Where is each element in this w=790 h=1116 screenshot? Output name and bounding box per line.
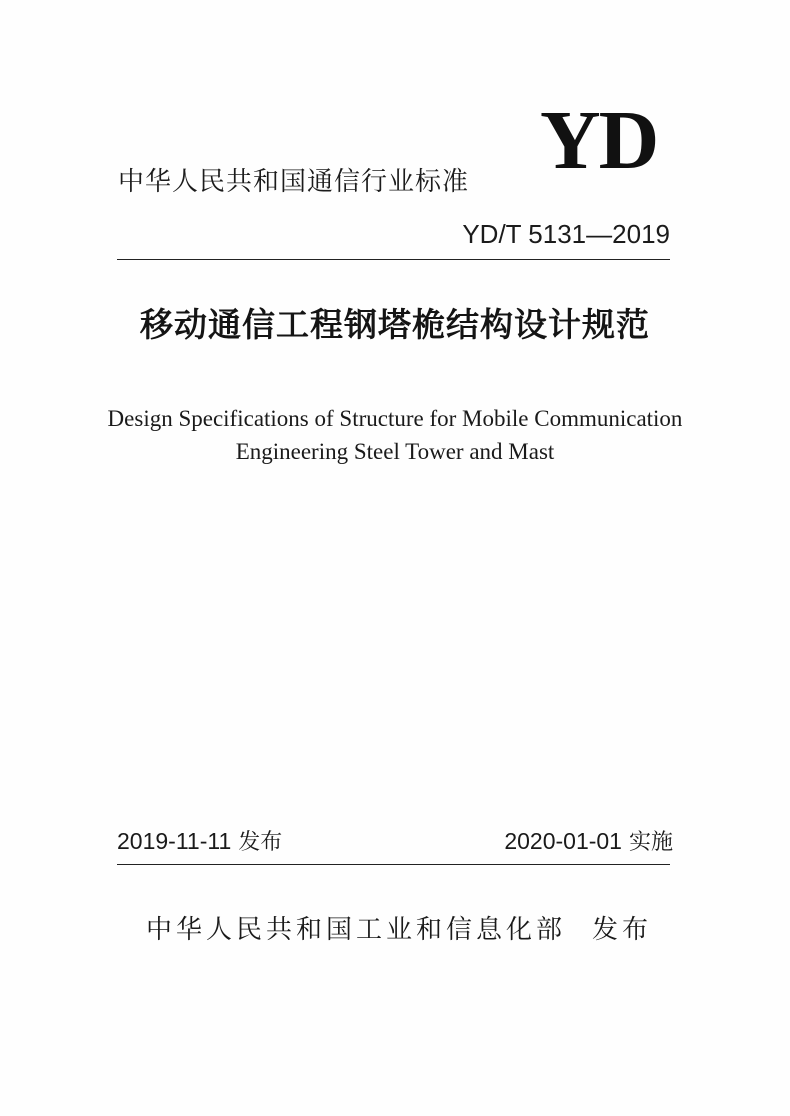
publisher-name: 中华人民共和国工业和信息化部 [146, 915, 567, 945]
publisher-line [146, 910, 652, 950]
top-divider [117, 259, 670, 260]
publisher-action: 发布 [592, 915, 653, 945]
issue-date: 2019-11-11 [117, 828, 232, 854]
title-chinese: 移动通信工程钢塔桅结构设计规范 [140, 305, 650, 344]
industry-standard-label: 中华人民共和国通信行业标准 [118, 167, 470, 197]
issue-label: 发布 [238, 830, 283, 855]
title-english-line2: Engineering Steel Tower and Mast [235, 439, 555, 464]
implementation-label: 实施 [628, 830, 673, 855]
bottom-divider [117, 864, 670, 865]
yd-logo: YD [540, 94, 658, 187]
implementation-date: 2020-01-01 [504, 828, 622, 854]
standard-number: YD/T 5131—2019 [462, 219, 670, 249]
implementation-date-block [430, 824, 673, 860]
title-english-line1: Design Specifications of Structure for Mobile Communication [107, 406, 683, 431]
issue-date-block [117, 824, 282, 860]
